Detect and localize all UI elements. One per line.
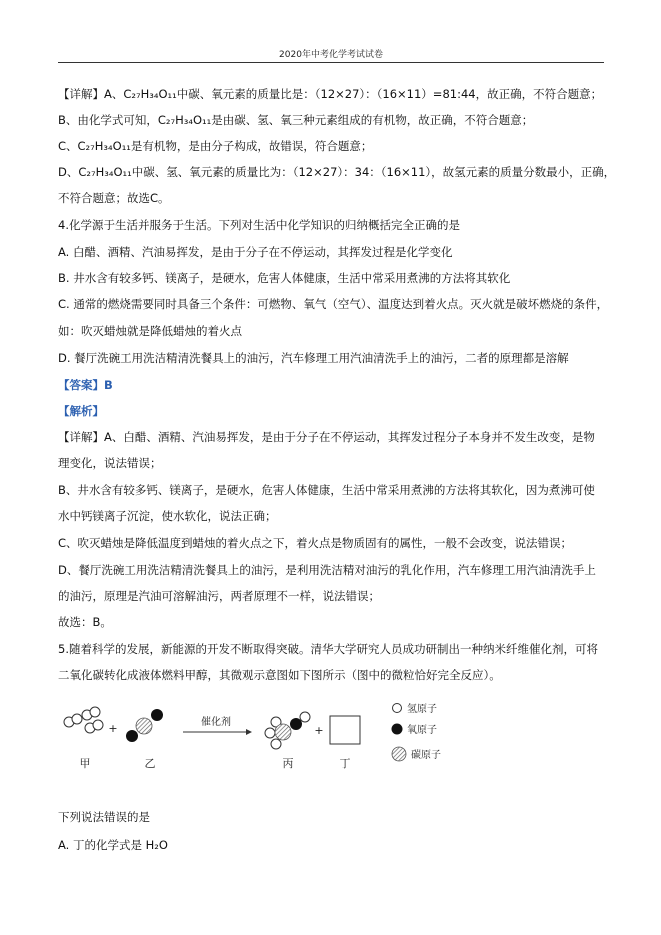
text-line: C、C₂₇H₃₄O₁₁是有机物，是由分子构成，故错误，符合题意；	[58, 139, 373, 153]
question-prompt: 下列说法错误的是	[58, 810, 150, 824]
option-c-cont: 如：吹灭蜡烛就是降低蜡烛的着火点	[58, 324, 242, 338]
reaction-arrow	[183, 729, 252, 735]
plus-sign: +	[314, 724, 324, 737]
catalyst-label: 催化剂	[201, 717, 231, 728]
reactant-yi	[126, 709, 163, 742]
text-line: 【详解】A、C₂₇H₃₄O₁₁中碳、氧元素的质量比是：（12×27）：（16×11）=81:44，故正确，不符合题意；	[58, 87, 603, 101]
option-d: D. 餐厅洗碗工用洗洁精清洗餐具上的油污，汽车修理工用汽油清洗手上的油污，二者的原理都是溶解	[58, 351, 569, 365]
option-b: B. 井水含有较多钙、镁离子，是硬水，危害人体健康，生活中常采用煮沸的方法将其软化	[58, 271, 511, 285]
plus-sign: +	[108, 722, 118, 735]
question-stem: 5.随着科学的发展，新能源的开发不断取得突破。清华大学研究人员成功研制出一种纳米纤维催化剂，可将	[58, 642, 598, 656]
text-line: B、井水含有较多钙、镁离子，是硬水，危害人体健康，生活中常采用煮沸的方法将其软化，因为煮沸可使	[58, 483, 595, 497]
reactant-jia	[64, 707, 103, 733]
label-jia: 甲	[79, 757, 91, 770]
question-stem: 4.化学源于生活并服务于生活。下列对生活中化学知识的归纳概括完全正确的是	[58, 218, 460, 232]
product-ding-box	[330, 716, 360, 744]
text-line: C、吹灭蜡烛是降低温度到蜡烛的着火点之下，着火点是物质固有的属性，一般不会改变，说法错误；	[58, 536, 573, 550]
text-line: D、C₂₇H₃₄O₁₁中碳、氢、氧元素的质量比为：（12×27）：34：（16×11），故氢元素的质量分数最小，正确，	[58, 165, 616, 179]
text-line: 二氧化碳转化成液体燃料甲醇，其微观示意图如下图所示（图中的微粒恰好完全反应）。	[58, 668, 501, 682]
text-line: B、由化学式可知，C₂₇H₃₄O₁₁是由碳、氢、氧三种元素组成的有机物，故正确，不符合题意；	[58, 113, 534, 127]
text-line: 故选：B。	[58, 615, 112, 629]
label-bing: 丙	[282, 757, 294, 770]
legend-oxygen: 氧原子	[407, 725, 437, 736]
oxygen-atom-icon	[392, 724, 403, 735]
carbon-atom-icon	[392, 747, 406, 761]
text-line: D、餐厅洗碗工用洗洁精清洗餐具上的油污，是利用洗洁精对油污的乳化作用，汽车修理工用汽油清洗手上	[58, 563, 596, 577]
hydrogen-atom-icon	[393, 704, 402, 713]
header-divider	[58, 62, 604, 63]
label-yi: 乙	[144, 757, 156, 770]
legend-hydrogen: 氢原子	[407, 704, 437, 715]
reaction-diagram	[58, 702, 478, 782]
answer-label: 【答案】B	[58, 378, 113, 392]
text-line: 的油污，原理是汽油可溶解油污，两者原理不一样，说法错误；	[58, 589, 380, 603]
page-header-title: 2020年中考化学考试试卷	[279, 50, 383, 60]
analysis-label: 【解析】	[58, 404, 104, 418]
atom-legend	[392, 702, 442, 761]
text-line: 不符合题意；故选C。	[58, 191, 170, 205]
option-c: C. 通常的燃烧需要同时具备三个条件：可燃物、氧气（空气）、温度达到着火点。灭火就是破坏燃烧的条件，	[58, 297, 609, 311]
option-a: A. 白醋、酒精、汽油易挥发，是由于分子在不停运动，其挥发过程是化学变化	[58, 245, 453, 259]
legend-carbon: 碳原子	[411, 750, 441, 761]
text-line: 水中钙镁离子沉淀，使水软化，说法正确；	[58, 509, 277, 523]
text-line: 【详解】A、白醋、酒精、汽油易挥发，是由于分子在不停运动，其挥发过程分子本身并不发生改变，是物	[58, 430, 595, 444]
text-line: 理变化，说法错误；	[58, 456, 162, 470]
label-ding: 丁	[339, 757, 351, 770]
option-a: A. 丁的化学式是 H₂O	[58, 838, 168, 852]
product-bing	[265, 712, 310, 749]
